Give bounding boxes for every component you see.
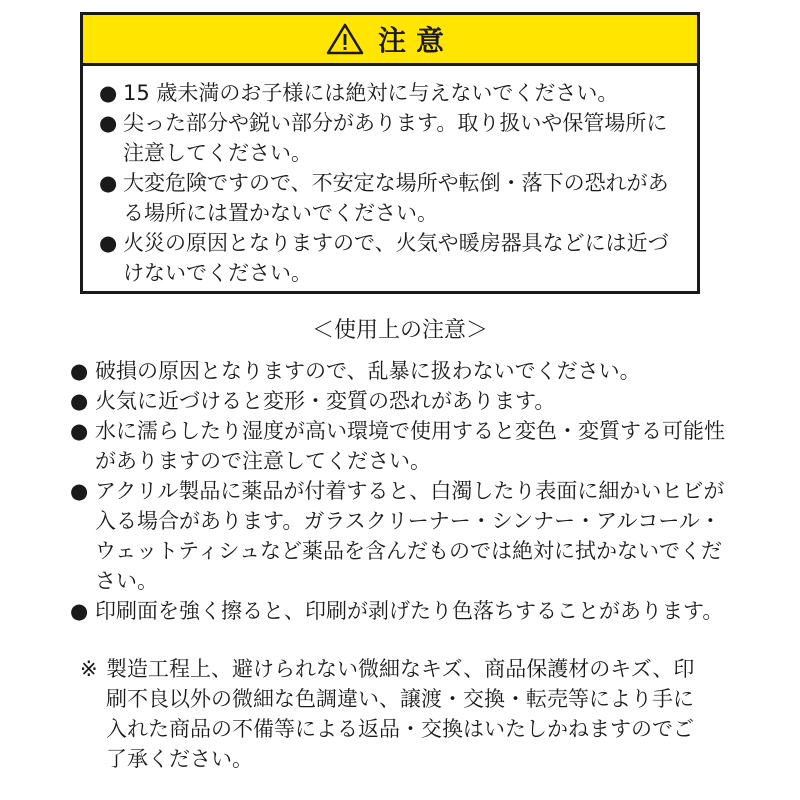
usage-item-text: 破損の原因となりますので、乱暴に扱わないでください。 xyxy=(95,359,641,383)
list-item xyxy=(99,78,697,108)
usage-heading: ＜使用上の注意＞ xyxy=(311,318,488,343)
list-item xyxy=(99,108,697,168)
bullet: ● xyxy=(70,479,89,503)
bullet: ● xyxy=(70,359,89,383)
bullet: ● xyxy=(99,111,118,135)
list-item xyxy=(70,476,750,596)
usage-item-text: アクリル製品に薬品が付着すると、白濁したり表面に細かいヒビが入る場合があります。ガラスクリーナー・シンナー・アルコール・ウェットティシュなど薬品を含んだものでは絶対に拭かないでください。 xyxy=(95,479,725,593)
bullet: ● xyxy=(70,419,89,443)
disclaimer-mark: ※ xyxy=(80,657,98,681)
warning-title: 注意 xyxy=(377,24,454,57)
disclaimer xyxy=(80,654,730,774)
usage-item-text: 火気に近づけると変形・変質の恐れがあります。 xyxy=(95,389,556,413)
bullet: ● xyxy=(99,231,118,255)
warning-header xyxy=(83,15,697,66)
bullet: ● xyxy=(99,171,118,195)
list-item xyxy=(99,228,697,288)
bullet: ● xyxy=(99,81,118,105)
list-item xyxy=(70,356,750,386)
usage-list xyxy=(70,356,750,626)
warning-list xyxy=(83,66,697,288)
bullet: ● xyxy=(70,599,89,623)
list-item xyxy=(70,596,750,626)
list-item xyxy=(99,168,697,228)
warning-item-text: 火災の原因となりますので、火気や暖房器具などには近づけないでください。 xyxy=(123,231,669,285)
disclaimer-text: 製造工程上、避けられない微細なキズ、商品保護材のキズ、印刷不良以外の微細な色調違い、譲渡・交換・転売等により手に入れた商品の不備等による返品・交換はいたしかねますのでご了承ください。 xyxy=(106,657,695,771)
usage-item-text: 印刷面を強く擦ると、印刷が剥げたり色落ちすることがあります。 xyxy=(95,599,724,623)
warning-box xyxy=(80,12,700,294)
warning-triangle-icon xyxy=(326,23,364,55)
warning-item-text: 尖った部分や鋭い部分があります。取り扱いや保管場所に注意してください。 xyxy=(123,111,668,165)
bullet: ● xyxy=(70,389,89,413)
usage-item-text: 水に濡らしたり湿度が高い環境で使用すると変色・変質する可能性がありますので注意してください。 xyxy=(95,419,725,473)
list-item xyxy=(70,386,750,416)
warning-item-text: 15 歳未満のお子様には絶対に与えないでください。 xyxy=(123,81,619,105)
warning-item-text: 大変危険ですので、不安定な場所や転倒・落下の恐れがある場所には置かないでください。 xyxy=(123,171,669,225)
list-item xyxy=(70,416,750,476)
